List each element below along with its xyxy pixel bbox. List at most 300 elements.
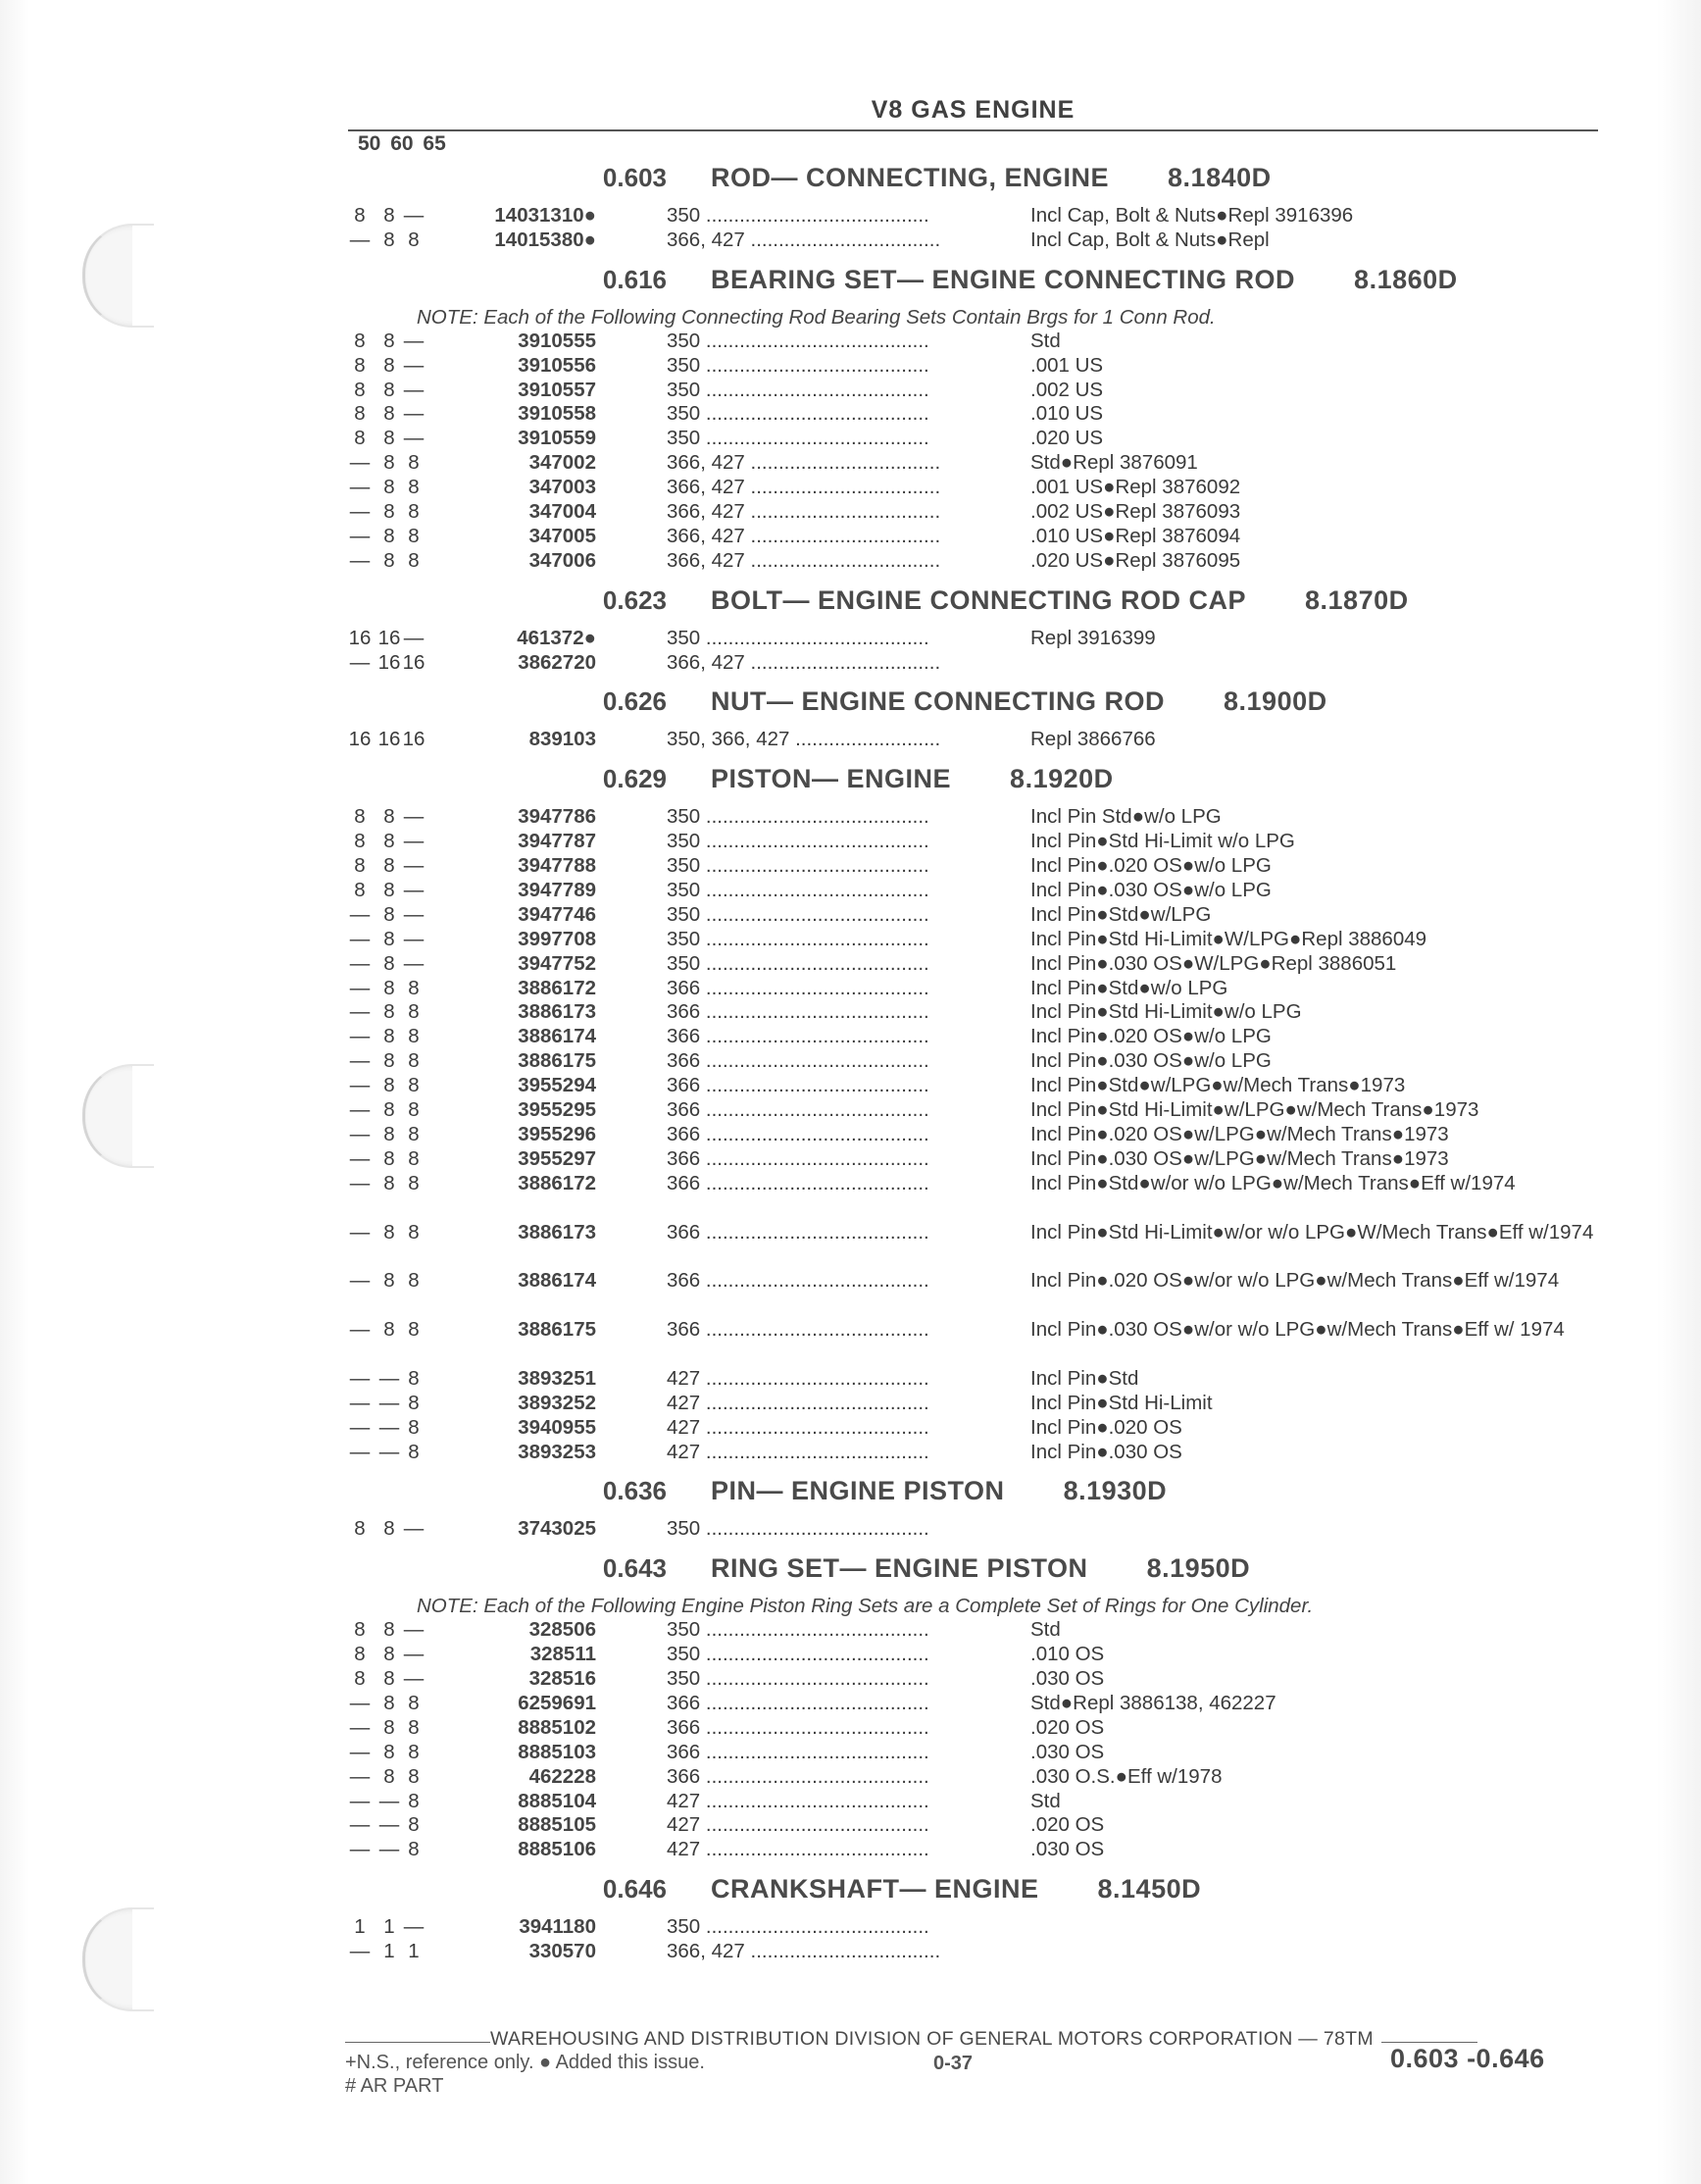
qty-1965: — <box>403 353 425 377</box>
section-note: NOTE: Each of the Following Connecting Rod Bearing Sets Contain Brgs for 1 Conn Rod. <box>417 305 1216 329</box>
part-row <box>348 830 1623 854</box>
section-code: 8.1450D <box>1097 1874 1202 1905</box>
part-number: 14031310● <box>494 204 596 227</box>
part-description: Incl Pin●.030 OS●w/LPG●w/Mech Trans●1973 <box>1030 1146 1449 1170</box>
qty-1950: — <box>349 500 371 524</box>
part-description: Incl Pin●.030 OS <box>1030 1440 1182 1463</box>
part-number: 3886172 <box>518 976 596 999</box>
qty-1950: — <box>349 228 371 251</box>
model-applicability: 366 ........................................ <box>667 1318 929 1342</box>
part-row <box>348 977 1623 1001</box>
title-rule <box>348 129 1598 131</box>
part-description: Incl Pin●Std Hi-Limit <box>1030 1391 1213 1414</box>
qty-1960: 8 <box>383 927 395 950</box>
part-row <box>348 451 1623 476</box>
part-number: 3910558 <box>518 402 596 426</box>
qty-1965: 8 <box>408 976 420 999</box>
section-title-text: NUT— ENGINE CONNECTING ROD <box>711 686 1166 717</box>
qty-1965: — <box>403 329 425 352</box>
part-description: Incl Pin●.030 OS●W/LPG●Repl 3886051 <box>1030 951 1397 975</box>
part-number: 14015380● <box>494 228 596 251</box>
part-description: .020 OS <box>1030 1813 1105 1837</box>
part-row <box>348 805 1623 830</box>
model-applicability: 366 ........................................ <box>667 1269 929 1293</box>
qty-1965: 8 <box>408 1025 420 1048</box>
model-applicability: 427 ........................................ <box>667 1838 929 1861</box>
qty-1950: 8 <box>354 402 366 426</box>
qty-1960: — <box>378 1391 400 1414</box>
qty-1965: 1 <box>408 1940 420 1963</box>
model-applicability: 366 ........................................ <box>667 1122 929 1145</box>
section-title <box>711 1553 1250 1584</box>
qty-1960: 8 <box>383 524 395 547</box>
qty-1950: 8 <box>354 1667 366 1691</box>
section-title-text: BEARING SET— ENGINE CONNECTING ROD <box>711 264 1296 294</box>
section-number: 0.636 <box>602 1476 667 1506</box>
footer-division-text: WAREHOUSING AND DISTRIBUTION DIVISION OF GENERAL MOTORS CORPORATION — 78TM <box>490 2028 1374 2050</box>
part-description: Incl Pin●.030 OS●w/o LPG <box>1030 879 1272 902</box>
qty-1960: 8 <box>383 951 395 975</box>
part-row <box>348 1172 1623 1221</box>
part-number: 328506 <box>528 1618 596 1642</box>
model-applicability: 366 ........................................ <box>667 1764 929 1788</box>
qty-1960: 1 <box>383 1940 395 1963</box>
qty-1960: 8 <box>383 402 395 426</box>
qty-1950: — <box>349 476 371 499</box>
qty-1960: 8 <box>383 1074 395 1097</box>
part-description: Incl Pin●.020 OS●w/LPG●w/Mech Trans●1973 <box>1030 1122 1449 1145</box>
qty-1965: — <box>403 1618 425 1642</box>
model-applicability: 427 ........................................ <box>667 1813 929 1837</box>
model-applicability: 350 ........................................ <box>667 402 929 426</box>
part-number: 3955297 <box>518 1146 596 1170</box>
qty-1965: 8 <box>408 1391 420 1414</box>
qty-1960: 8 <box>383 805 395 829</box>
qty-1950: — <box>349 1789 371 1812</box>
section-number: 0.629 <box>602 764 667 794</box>
part-description: .010 US●Repl 3876094 <box>1030 524 1241 547</box>
qty-1960: 8 <box>383 1171 395 1194</box>
qty-1950: — <box>349 1440 371 1463</box>
part-row <box>348 728 1623 752</box>
qty-1960: 8 <box>383 1146 395 1170</box>
section-title <box>711 686 1327 717</box>
part-number: 839103 <box>528 728 596 751</box>
qty-1960: 8 <box>383 976 395 999</box>
qty-1950: — <box>349 1740 371 1763</box>
part-row <box>348 928 1623 952</box>
section-header <box>348 675 1623 728</box>
part-number: 330570 <box>528 1940 596 1963</box>
part-row <box>348 1643 1623 1667</box>
part-description: Std <box>1030 329 1061 352</box>
section-0-603 <box>348 151 1623 253</box>
model-applicability: 350 ........................................ <box>667 1618 929 1642</box>
qty-1950: 1 <box>354 1915 366 1939</box>
part-row <box>348 379 1623 403</box>
part-number: 3886175 <box>518 1318 596 1342</box>
qty-1950: — <box>349 524 371 547</box>
model-applicability: 350 ........................................ <box>667 927 929 950</box>
part-description: .002 US <box>1030 378 1104 401</box>
model-applicability: 350 ........................................ <box>667 830 929 853</box>
part-number: 3886172 <box>518 1171 596 1194</box>
qty-1960: 1 <box>383 1915 395 1939</box>
qty-1960: 8 <box>383 228 395 251</box>
qty-1965: 8 <box>408 500 420 524</box>
qty-1950: 8 <box>354 1643 366 1666</box>
qty-1965: 16 <box>402 650 425 674</box>
qty-1960: 8 <box>383 1667 395 1691</box>
part-description: Incl Pin●Std <box>1030 1366 1139 1390</box>
model-applicability: 350 ........................................ <box>667 329 929 352</box>
qty-1950: — <box>349 1940 371 1963</box>
qty-1960: 8 <box>383 1740 395 1763</box>
qty-1960: 8 <box>383 1000 395 1024</box>
part-number: 8885105 <box>518 1813 596 1837</box>
qty-1965: 8 <box>408 1171 420 1194</box>
footer-rule-left <box>345 2042 490 2043</box>
model-applicability: 427 ........................................ <box>667 1366 929 1390</box>
part-number: 8885102 <box>518 1715 596 1739</box>
qty-1950: 8 <box>354 1618 366 1642</box>
qty-1950: 8 <box>354 879 366 902</box>
part-row <box>348 1000 1623 1025</box>
part-row <box>348 500 1623 525</box>
qty-1960: 8 <box>383 1220 395 1244</box>
qty-1950: — <box>349 1122 371 1145</box>
section-number: 0.646 <box>602 1874 667 1905</box>
model-applicability: 350 ........................................ <box>667 1915 929 1939</box>
part-row <box>348 1416 1623 1441</box>
part-row <box>348 1667 1623 1692</box>
part-description: Incl Pin●Std Hi-Limit w/o LPG <box>1030 830 1295 853</box>
model-applicability: 366, 427 .................................. <box>667 500 941 524</box>
qty-1960: 8 <box>383 548 395 572</box>
qty-1965: — <box>403 1643 425 1666</box>
part-number: 3886174 <box>518 1269 596 1293</box>
section-0-626 <box>348 675 1623 752</box>
part-row <box>348 1074 1623 1098</box>
part-number: 347006 <box>528 548 596 572</box>
part-description: Incl Pin●Std●w/LPG <box>1030 902 1212 926</box>
model-applicability: 366, 427 .................................. <box>667 524 941 547</box>
part-row <box>348 1318 1623 1367</box>
part-row <box>348 651 1623 676</box>
model-applicability: 350 ........................................ <box>667 879 929 902</box>
year-columns-header: 50 60 65 <box>358 132 446 155</box>
part-row <box>348 330 1623 354</box>
part-row <box>348 354 1623 379</box>
part-row <box>348 1392 1623 1416</box>
model-applicability: 350 ........................................ <box>667 902 929 926</box>
part-row <box>348 1367 1623 1392</box>
part-row <box>348 879 1623 903</box>
part-description: .010 US <box>1030 402 1104 426</box>
part-row <box>348 1741 1623 1765</box>
qty-1950: — <box>349 1269 371 1293</box>
part-number: 3886173 <box>518 1000 596 1024</box>
qty-1950: 8 <box>354 204 366 227</box>
qty-1965: 8 <box>408 1692 420 1715</box>
qty-1950: — <box>349 951 371 975</box>
model-applicability: 350 ........................................ <box>667 1667 929 1691</box>
part-description: Std●Repl 3886138, 462227 <box>1030 1692 1276 1715</box>
part-description: Incl Pin●.020 OS <box>1030 1415 1182 1439</box>
part-row <box>348 402 1623 427</box>
section-title <box>711 1476 1167 1506</box>
qty-1965: 8 <box>408 228 420 251</box>
page-number: 0-37 <box>933 2053 974 2074</box>
part-description: Incl Pin●Std Hi-Limit●w/LPG●w/Mech Trans●1973 <box>1030 1098 1479 1122</box>
part-description: .030 OS <box>1030 1667 1105 1691</box>
qty-1960: 8 <box>383 1764 395 1788</box>
section-title <box>711 764 1114 794</box>
part-description: Incl Pin●.030 OS●w/or w/o LPG●w/Mech Trans●Eff w/ 1974 <box>1030 1318 1565 1342</box>
part-number: 6259691 <box>518 1692 596 1715</box>
qty-1950: — <box>349 976 371 999</box>
section-number: 0.626 <box>602 686 667 717</box>
part-number: 3947789 <box>518 879 596 902</box>
qty-1960: 8 <box>383 1049 395 1073</box>
qty-1965: 8 <box>408 1813 420 1837</box>
parts-list <box>348 151 1623 1964</box>
qty-1950: — <box>349 1049 371 1073</box>
qty-1950: 8 <box>354 378 366 401</box>
section-number: 0.643 <box>602 1553 667 1584</box>
qty-1950: — <box>349 902 371 926</box>
qty-1950: — <box>349 1220 371 1244</box>
part-description: .020 US <box>1030 427 1104 450</box>
part-description: .020 OS <box>1030 1715 1105 1739</box>
qty-1960: 8 <box>383 1517 395 1541</box>
part-description: Incl Pin●Std●w/o LPG <box>1030 976 1228 999</box>
section-header <box>348 574 1623 627</box>
part-description: .010 OS <box>1030 1643 1105 1666</box>
qty-1950: — <box>349 1025 371 1048</box>
qty-1965: 8 <box>408 1440 420 1463</box>
part-number: 3940955 <box>518 1415 596 1439</box>
model-applicability: 366, 427 .................................. <box>667 476 941 499</box>
part-row <box>348 1940 1623 1964</box>
qty-1965: 16 <box>402 728 425 751</box>
qty-1965: 8 <box>408 1122 420 1145</box>
section-title-text: ROD— CONNECTING, ENGINE <box>711 163 1110 192</box>
qty-1960: 16 <box>377 650 401 674</box>
part-number: 8885106 <box>518 1838 596 1861</box>
part-number: 347003 <box>528 476 596 499</box>
qty-1960: — <box>378 1789 400 1812</box>
part-row <box>348 525 1623 549</box>
qty-1965: — <box>403 1517 425 1541</box>
part-number: 3941180 <box>519 1915 596 1939</box>
part-number: 3955294 <box>518 1074 596 1097</box>
model-applicability: 366 ........................................ <box>667 1000 929 1024</box>
part-number: 328511 <box>529 1643 596 1666</box>
section-header <box>348 752 1623 805</box>
model-applicability: 350 ........................................ <box>667 1643 929 1666</box>
qty-1950: — <box>349 451 371 475</box>
part-description: .030 O.S.●Eff w/1978 <box>1030 1764 1223 1788</box>
part-number: 3947746 <box>518 902 596 926</box>
model-applicability: 366 ........................................ <box>667 1025 929 1048</box>
part-number: 3947786 <box>518 805 596 829</box>
model-applicability: 350 ........................................ <box>667 353 929 377</box>
part-number: 461372● <box>517 626 596 649</box>
section-title-text: RING SET— ENGINE PISTON <box>711 1553 1088 1584</box>
section-title-text: PISTON— ENGINE <box>711 764 952 794</box>
part-description: Incl Pin●Std Hi-Limit●W/LPG●Repl 3886049 <box>1030 927 1427 950</box>
part-number: 3955295 <box>518 1098 596 1122</box>
part-number: 3910557 <box>518 378 596 401</box>
section-title-text: BOLT— ENGINE CONNECTING ROD CAP <box>711 584 1247 615</box>
model-applicability: 366 ........................................ <box>667 1715 929 1739</box>
part-row <box>348 1692 1623 1716</box>
qty-1965: 8 <box>408 1415 420 1439</box>
page-range: 0.603 -0.646 <box>1390 2044 1545 2073</box>
qty-1965: 8 <box>408 1000 420 1024</box>
model-applicability: 427 ........................................ <box>667 1440 929 1463</box>
model-applicability: 366 ........................................ <box>667 1740 929 1763</box>
qty-1960: — <box>378 1415 400 1439</box>
part-row <box>348 549 1623 574</box>
part-number: 3955296 <box>518 1122 596 1145</box>
qty-1960: 8 <box>383 451 395 475</box>
qty-1960: 8 <box>383 1025 395 1048</box>
part-number: 3886174 <box>518 1025 596 1048</box>
qty-1950: 8 <box>354 805 366 829</box>
section-code: 8.1920D <box>1010 764 1114 794</box>
section-header <box>348 1464 1623 1517</box>
part-number: 347005 <box>528 524 596 547</box>
qty-1960: 8 <box>383 1318 395 1342</box>
model-applicability: 366 ........................................ <box>667 1049 929 1073</box>
qty-1950: — <box>349 1415 371 1439</box>
model-applicability: 350, 366, 427 .......................... <box>667 728 941 751</box>
qty-1965: 8 <box>408 1098 420 1122</box>
part-row <box>348 1838 1623 1862</box>
qty-1965: — <box>403 902 425 926</box>
part-description: .001 US <box>1030 353 1104 377</box>
qty-1965: — <box>403 204 425 227</box>
qty-1950: — <box>349 1366 371 1390</box>
footer-ar-part: # AR PART <box>345 2075 444 2097</box>
qty-1965: 8 <box>408 524 420 547</box>
section-number: 0.623 <box>602 584 667 615</box>
qty-1965: 8 <box>408 451 420 475</box>
qty-1960: 8 <box>383 329 395 352</box>
part-description: .020 US●Repl 3876095 <box>1030 548 1241 572</box>
part-row <box>348 952 1623 977</box>
qty-1950: 16 <box>348 728 372 751</box>
qty-1950: 8 <box>354 427 366 450</box>
part-number: 3893253 <box>518 1440 596 1463</box>
qty-1950: — <box>349 1318 371 1342</box>
part-row <box>348 1123 1623 1147</box>
qty-1950: 8 <box>354 353 366 377</box>
part-row <box>348 1716 1623 1741</box>
part-description: Std <box>1030 1618 1061 1642</box>
qty-1965: 8 <box>408 548 420 572</box>
qty-1950: — <box>349 1391 371 1414</box>
part-description: Incl Pin Std●w/o LPG <box>1030 805 1222 829</box>
part-number: 462228 <box>528 1764 596 1788</box>
qty-1960: — <box>378 1813 400 1837</box>
section-0-616 <box>348 253 1623 574</box>
part-description: Incl Pin●.020 OS●w/o LPG <box>1030 854 1272 878</box>
qty-1965: 8 <box>408 1049 420 1073</box>
part-row <box>348 1147 1623 1172</box>
part-row <box>348 1915 1623 1940</box>
part-number: 347002 <box>528 451 596 475</box>
part-row <box>348 1441 1623 1465</box>
part-number: 3910556 <box>518 353 596 377</box>
part-number: 3862720 <box>518 650 596 674</box>
model-applicability: 366, 427 .................................. <box>667 650 941 674</box>
part-description: Incl Pin●.020 OS●w/or w/o LPG●w/Mech Trans●Eff w/1974 <box>1030 1269 1560 1293</box>
section-code: 8.1950D <box>1146 1553 1251 1584</box>
model-applicability: 350 ........................................ <box>667 951 929 975</box>
part-number: 3893252 <box>518 1391 596 1414</box>
model-applicability: 366 ........................................ <box>667 1220 929 1244</box>
section-header <box>348 253 1623 306</box>
qty-1965: 8 <box>408 476 420 499</box>
part-number: 3886175 <box>518 1049 596 1073</box>
part-row <box>348 903 1623 928</box>
section-0-643 <box>348 1542 1623 1862</box>
qty-1950: 8 <box>354 329 366 352</box>
section-number: 0.616 <box>602 264 667 294</box>
qty-1965: 8 <box>408 1764 420 1788</box>
qty-1965: — <box>403 879 425 902</box>
qty-1965: 8 <box>408 1074 420 1097</box>
qty-1950: — <box>349 1098 371 1122</box>
qty-1960: 8 <box>383 204 395 227</box>
qty-1950: — <box>349 1146 371 1170</box>
section-code: 8.1840D <box>1168 163 1272 192</box>
qty-1950: — <box>349 1715 371 1739</box>
qty-1960: — <box>378 1440 400 1463</box>
part-row <box>348 1813 1623 1838</box>
qty-1965: — <box>403 1667 425 1691</box>
section-0-623 <box>348 574 1623 676</box>
qty-1950: — <box>349 1813 371 1837</box>
footer-rule-right <box>1381 2042 1477 2043</box>
model-applicability: 350 ........................................ <box>667 378 929 401</box>
part-description: Std <box>1030 1789 1061 1812</box>
footer-division <box>345 2028 1477 2051</box>
part-description: Incl Pin●Std●w/LPG●w/Mech Trans●1973 <box>1030 1074 1406 1097</box>
section-number: 0.603 <box>602 163 667 192</box>
part-description: Repl 3866766 <box>1030 728 1156 751</box>
qty-1950: 8 <box>354 1517 366 1541</box>
qty-1960: 8 <box>383 353 395 377</box>
qty-1950: 8 <box>354 854 366 878</box>
part-row <box>348 627 1623 651</box>
part-description: Incl Pin●Std Hi-Limit●w/or w/o LPG●W/Mech Trans●Eff w/1974 <box>1030 1220 1594 1244</box>
qty-1960: 8 <box>383 500 395 524</box>
qty-1960: 8 <box>383 830 395 853</box>
model-applicability: 350 ........................................ <box>667 626 929 649</box>
section-header <box>348 151 1623 204</box>
part-number: 3947752 <box>518 951 596 975</box>
qty-1965: 8 <box>408 1146 420 1170</box>
part-description: .030 OS <box>1030 1838 1105 1861</box>
model-applicability: 350 ........................................ <box>667 805 929 829</box>
qty-1960: — <box>378 1838 400 1861</box>
qty-1965: 8 <box>408 1318 420 1342</box>
model-applicability: 366, 427 .................................. <box>667 451 941 475</box>
